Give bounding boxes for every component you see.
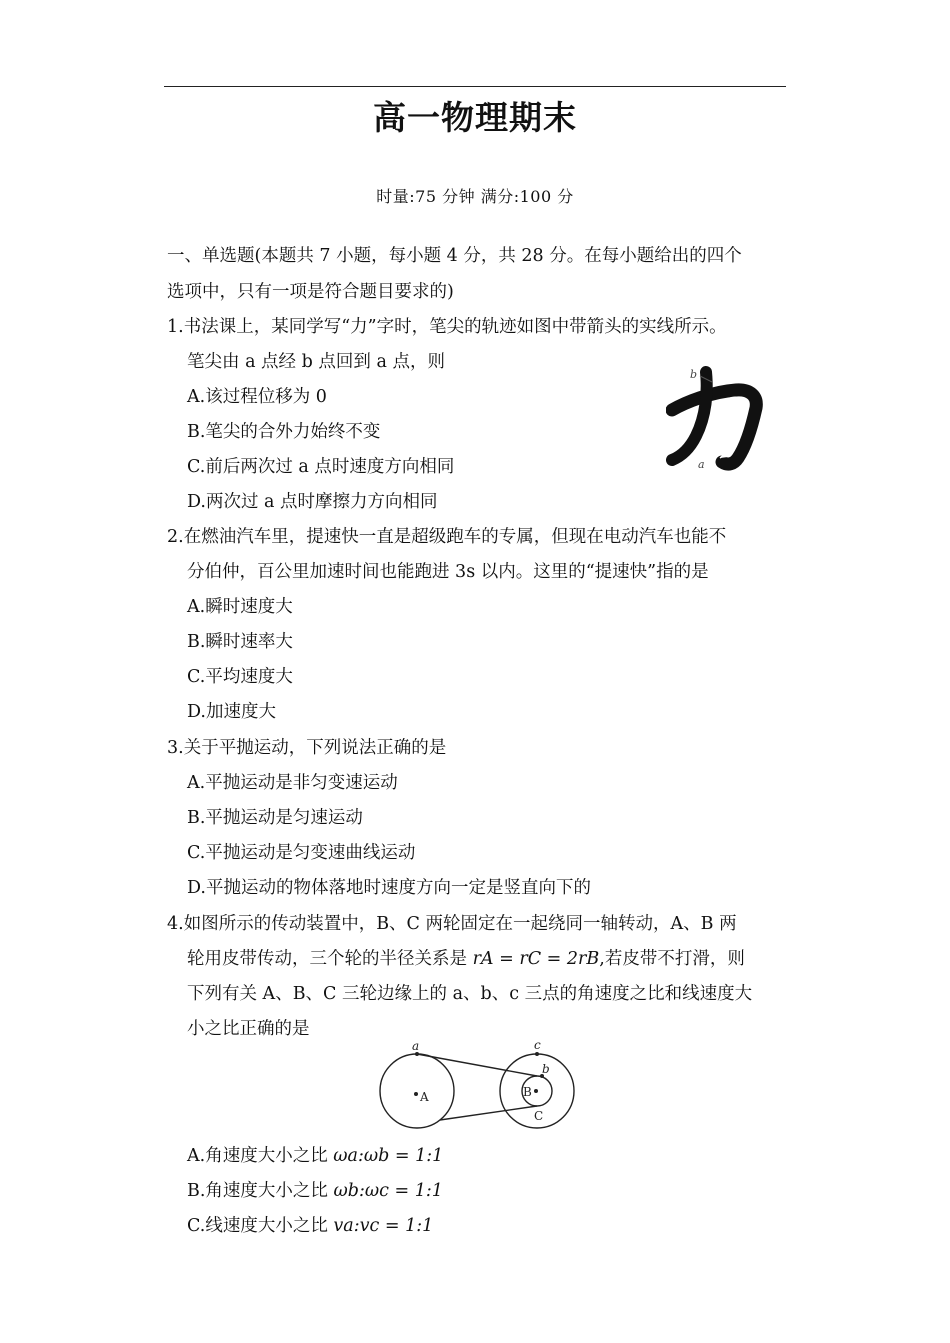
fig-label-b: b [690,368,698,381]
q2-option-c: C.平均速度大 [187,667,293,687]
q1-option-d: D.两次过 a 点时摩擦力方向相同 [187,492,438,512]
q1-option-b: B.笔尖的合外力始终不变 [187,422,381,442]
q4-option-c [187,1214,433,1238]
page-title: 高一物理期末 [373,98,577,137]
q2-option-a: A.瞬时速度大 [187,597,293,617]
q2-stem-line1: 2.在燃油汽车里，提速快一直是超级跑车的专属，但现在电动汽车也能不 [167,527,727,547]
exam-meta: 时量:75 分钟 满分:100 分 [376,187,574,206]
q3-option-c: C.平抛运动是匀变速曲线运动 [187,843,416,863]
q4-option-a-math: ωa:ωb = 1:1 [333,1146,444,1166]
belt-bottom [440,1106,537,1120]
q1-stem-line1: 1.书法课上，某同学写“力”字时，笔尖的轨迹如图中带箭头的实线所示。 [167,317,727,337]
q1-calligraphy-figure [666,362,766,474]
q4-stem-line1: 4.如图所示的传动装置中，B、C 两轮固定在一起绕同一轴转动，A、B 两 [167,914,737,934]
calligraphy-stroke-fall [672,372,707,460]
q1-option-a: A.该过程位移为 0 [187,387,327,407]
label-a: a [412,1039,420,1053]
belt-top [417,1054,537,1076]
label-A: A [420,1090,429,1104]
point-c-dot [535,1052,539,1056]
q3-option-a: A.平抛运动是非匀变速运动 [187,773,398,793]
label-b: b [542,1062,550,1076]
q4-stem-line3: 下列有关 A、B、C 三轮边缘上的 a、b、c 三点的角速度之比和线速度大 [187,984,753,1004]
q1-option-c: C.前后两次过 a 点时速度方向相同 [187,457,455,477]
q2-option-d: D.加速度大 [187,702,276,722]
header-rule [164,86,786,87]
q4-stem-line2-b: ,若皮带不打滑，则 [599,949,745,969]
section-heading-line2: 选项中，只有一项是符合题目要求的) [167,282,454,302]
q4-stem-line2-a: 轮用皮带传动，三个轮的半径关系是 [187,949,473,969]
q4-option-c-text: C.线速度大小之比 [187,1216,334,1236]
center-B-dot [534,1089,538,1093]
fig-label-a: a [698,458,705,471]
q4-option-a [187,1144,443,1168]
q2-stem-line2: 分伯仲，百公里加速时间也能跑进 3s 以内。这里的“提速快”指的是 [187,562,709,582]
q4-option-b-math: ωb:ωc = 1:1 [333,1181,443,1201]
wheel-A [380,1054,454,1128]
section-heading-line1: 一、单选题(本题共 7 小题，每小题 4 分，共 28 分。在每小题给出的四个 [167,246,742,266]
q4-stem-line4: 小之比正确的是 [187,1019,310,1039]
q2-option-b: B.瞬时速率大 [187,632,293,652]
q4-option-b-text: B.角速度大小之比 [187,1181,334,1201]
q3-option-d: D.平抛运动的物体落地时速度方向一定是竖直向下的 [187,878,591,898]
q3-stem-line1: 3.关于平抛运动，下列说法正确的是 [167,738,447,758]
q1-stem-line2: 笔尖由 a 点经 b 点回到 a 点，则 [187,352,445,372]
q4-option-c-math: va:vc = 1:1 [333,1216,434,1236]
q4-stem-line2 [187,947,745,971]
q3-option-b: B.平抛运动是匀速运动 [187,808,363,828]
label-B: B [523,1085,532,1099]
label-C: C [534,1109,544,1123]
q4-option-b [187,1179,443,1203]
label-c: c [534,1038,541,1052]
q4-option-a-text: A.角速度大小之比 [187,1146,334,1166]
q4-pulley-figure [370,1038,585,1130]
q4-radius-formula: rA = rC = 2rB [472,949,600,969]
center-A-dot [414,1092,418,1096]
